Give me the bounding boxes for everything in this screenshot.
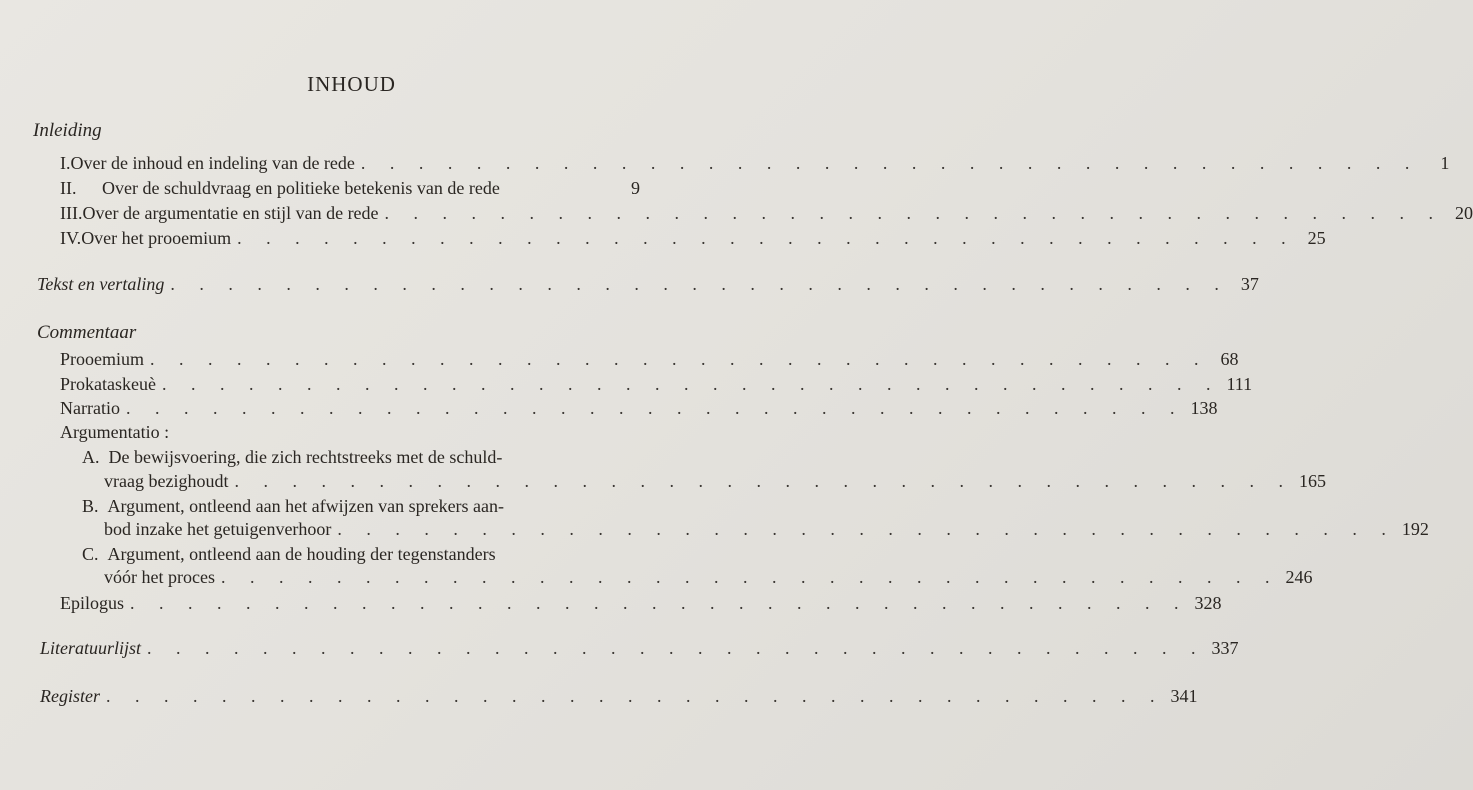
entry-number: B. [82, 496, 99, 516]
entry-title: Narratio [60, 398, 120, 418]
entry-title: De bewijsvoering, die zich rechtstreeks met de schuld- [108, 447, 503, 467]
toc-entry-literatuurlijst [40, 637, 1239, 659]
entry-number: A. [82, 447, 100, 467]
leader-dots: . . . . . . . . . . . . . . . . . . . . . . . . . . . . . . . . . . . . . [360, 153, 1420, 173]
entry-page: 68 [1220, 349, 1239, 369]
entry-title-cont: vóór het proces [104, 567, 215, 587]
entry-number: III. [60, 203, 83, 223]
entry-title: Prooemium [60, 349, 144, 369]
toc-entry-tekst [37, 273, 1259, 295]
entry-title: Prokataskeuè [60, 374, 156, 394]
argumentatio-label: Argumentatio : [60, 422, 170, 442]
toc-entry [60, 348, 1239, 370]
entry-page: 337 [1211, 638, 1239, 658]
entry-page: 1 [1440, 153, 1450, 173]
toc-entry [60, 177, 640, 199]
leader-dots: . . . . . . . . . . . . . . . . . . . . . . . . . . . . . . . . . . . . . [220, 567, 1280, 587]
section-heading-inleiding: Inleiding [33, 120, 102, 141]
leader-dots: . . . . . . . . . . . . . . . . . . . . . . . . . . . . . . . . . . . . . [337, 519, 1396, 539]
leader-dots: . . . . . . . . . . . . . . . . . . . . . . . . . . . . . . . . . . . . . [161, 374, 1221, 394]
toc-entry [60, 373, 1253, 395]
entry-page: 25 [1307, 228, 1326, 248]
entry-number: I. [60, 153, 71, 173]
entry-title: Tekst en vertaling [37, 274, 165, 294]
entry-page: 111 [1226, 374, 1253, 394]
toc-entry-line1 [82, 495, 504, 517]
section-heading-commentaar: Commentaar [37, 322, 137, 343]
entry-title: Literatuurlijst [40, 638, 142, 658]
leader-dots: . . . . . . . . . . . . . . . . . . . . . . . . . . . . . . . . . . . . . [234, 471, 1293, 491]
entry-page: 37 [1240, 274, 1259, 294]
entry-page: 9 [631, 178, 640, 198]
entry-page: 20 [1455, 203, 1473, 223]
leader-dots: . . . . . . . . . . . . . . . . . . . . . . . . . . . . . . . . . . . . . [130, 593, 1189, 613]
entry-page: 192 [1401, 519, 1429, 539]
entry-page: 138 [1190, 398, 1218, 418]
entry-title-cont: bod inzake het getuigenverhoor [104, 519, 332, 539]
entry-title: Register [40, 686, 100, 706]
entry-page: 328 [1194, 593, 1222, 613]
toc-entry [104, 518, 1429, 540]
toc-entry [60, 227, 1326, 249]
entry-title: Argument, ontleend aan de houding der tegenstanders [107, 544, 496, 564]
leader-dots: . . . . . . . . . . . . . . . . . . . . . . . . . . . . . . . . . . . . . [147, 638, 1206, 658]
toc-entry-register [40, 685, 1198, 707]
toc-entry [104, 470, 1326, 492]
entry-number: IV. [60, 228, 82, 248]
leader-dots: . . . . . . . . . . . . . . . . . . . . . . . . . . . . . . . . . . . . . [106, 686, 1165, 706]
toc-entry-line1 [82, 543, 496, 565]
toc-entry [60, 592, 1222, 614]
leader-dots: . . . . . . . . . . . . . . . . . . . . . . . . . . . . . . . . . . . . . [150, 349, 1209, 369]
leader-dots: . . . . . . . . . . . . . . . . . . . . . . . . . . . . . . . . . . . . . [237, 228, 1296, 248]
leader-dots: . . . . . . . . . . . . . . . . . . . . . . . . . . . . . . . . . . . . . [170, 274, 1229, 294]
toc-entry-line1 [82, 446, 502, 468]
entry-title: Over de inhoud en indeling van de rede [70, 153, 355, 173]
entry-title: Over de schuldvraag en politieke betekenis van de rede [102, 178, 500, 198]
leader-dots: . . . . . . . . . . . . . . . . . . . . . . . . . . . . . . . . . . . . . [384, 203, 1444, 223]
entry-page: 246 [1285, 567, 1313, 587]
entry-number: C. [82, 544, 99, 564]
entry-number: II. [60, 178, 77, 198]
entry-title: Argument, ontleend aan het afwijzen van sprekers aan- [107, 496, 505, 516]
entry-title: Over de argumentatie en stijl van de rede [82, 203, 379, 223]
entry-title-cont: vraag bezighoudt [104, 471, 229, 491]
leader-dots: . . . . . . . . . . . . . . . . . . . . . . . . . . . . . . . . . . . . . [125, 398, 1185, 418]
toc-entry [60, 397, 1218, 419]
toc-entry [60, 202, 1473, 224]
toc-entry [104, 566, 1313, 588]
entry-title: Epilogus [60, 593, 125, 613]
entry-title: Over het prooemium [81, 228, 232, 248]
entry-page: 341 [1170, 686, 1198, 706]
toc-entry [60, 152, 1450, 174]
entry-page: 165 [1298, 471, 1326, 491]
page-title: INHOUD [307, 72, 396, 96]
